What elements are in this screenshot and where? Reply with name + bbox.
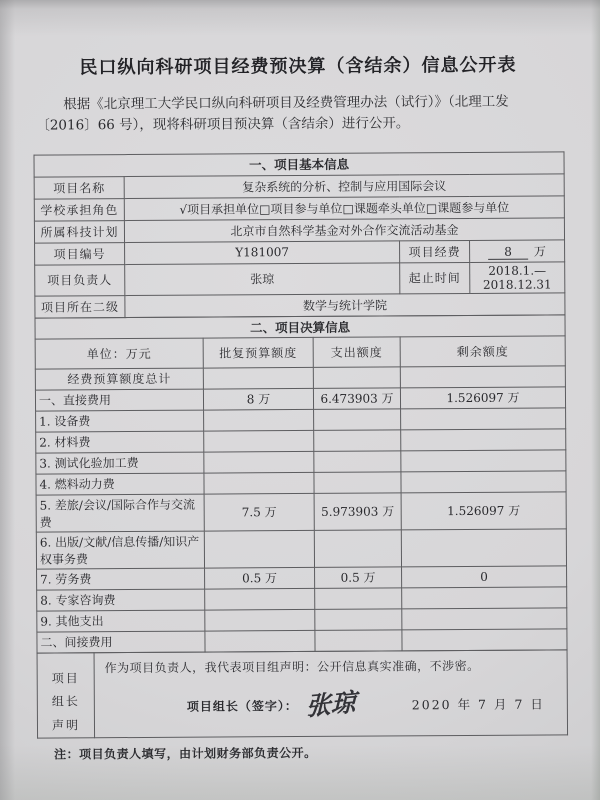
budget-approved xyxy=(204,430,314,452)
budget-approved: 0.5 万 xyxy=(205,567,315,589)
budget-remaining xyxy=(402,629,567,651)
budget-row-label: 2. 材料费 xyxy=(36,431,204,453)
budget-spent xyxy=(313,367,400,389)
program-label: 所属科技计划 xyxy=(34,220,124,243)
declaration-side-label xyxy=(37,653,95,739)
fund-amount: 8 xyxy=(488,244,528,259)
budget-approved xyxy=(204,451,314,473)
table-row xyxy=(35,240,565,265)
project-fund-label: 项目经费 xyxy=(400,240,470,262)
project-fund-value xyxy=(470,240,565,263)
project-name-value: 复杂系统的分析、控制与应用国际会议 xyxy=(124,174,564,199)
budget-row-label: 二、间接费用 xyxy=(37,631,205,653)
page-title: 民口纵向科研项目经费预决算（含结余）信息公开表 xyxy=(79,54,517,79)
program-value: 北京市自然科学基金对外合作交流活动基金 xyxy=(124,218,564,243)
budget-spent: 5.973903 万 xyxy=(314,493,401,531)
budget-remaining xyxy=(401,529,566,567)
table-row xyxy=(34,218,564,243)
budget-spent xyxy=(315,609,402,631)
budget-remaining xyxy=(402,608,567,630)
budget-header-row xyxy=(35,336,565,369)
budget-row-label: 7. 劳务费 xyxy=(37,568,205,590)
budget-remaining xyxy=(401,450,566,472)
budget-remaining: 1.526097 万 xyxy=(401,492,566,530)
declaration-table xyxy=(37,649,569,738)
department-label: 项目所在二级 xyxy=(35,295,125,318)
budget-row-label: 6. 出版/文献/信息传播/知识产权事务费 xyxy=(36,531,204,569)
budget-spent xyxy=(314,430,401,452)
table-row xyxy=(34,196,564,221)
budget-row-label: 5. 差旅/会议/国际合作与交流费 xyxy=(36,494,204,532)
budget-row-label: 3. 测试化验加工费 xyxy=(36,452,204,474)
project-name-label: 项目名称 xyxy=(34,176,124,199)
department-value: 数学与统计学院 xyxy=(125,293,565,318)
budget-spent xyxy=(314,530,401,568)
unit-header: 单位：万元 xyxy=(35,338,203,369)
budget-approved xyxy=(204,530,314,568)
budget-section-title: 二、项目决算信息 xyxy=(35,315,565,339)
budget-remaining: 1.526097 万 xyxy=(400,387,565,409)
table-row xyxy=(37,650,568,738)
declaration-content xyxy=(94,650,568,738)
budget-approved: 8 万 xyxy=(203,388,313,410)
table-row xyxy=(36,529,566,569)
budget-approved: 7.5 万 xyxy=(204,493,314,531)
project-no-value: Y181007 xyxy=(125,241,400,265)
budget-approved xyxy=(204,472,314,494)
budget-approved xyxy=(205,588,315,610)
basic-info-section-title: 一、项目基本信息 xyxy=(34,152,564,177)
budget-remaining xyxy=(402,587,567,609)
declaration-statement: 作为项目负责人，我代表项目组声明：公开信息真实准确，不涉密。 xyxy=(104,658,480,676)
approved-header: 批复预算额度 xyxy=(203,337,313,368)
sign-label: 项目组长（签字）： xyxy=(186,698,298,714)
budget-approved xyxy=(203,367,313,389)
budget-approved xyxy=(205,630,315,652)
signature-line xyxy=(105,687,559,722)
fund-unit: 万 xyxy=(533,244,546,259)
budget-remaining xyxy=(401,429,566,451)
budget-remaining xyxy=(400,366,565,388)
budget-spent xyxy=(314,409,401,431)
table-row xyxy=(34,174,564,199)
table-row xyxy=(36,492,566,532)
budget-spent xyxy=(314,472,401,494)
budget-row-label: 8. 专家咨询费 xyxy=(37,589,205,611)
budget-row-label: 1. 设备费 xyxy=(36,410,204,432)
basic-info-section-header xyxy=(34,152,564,177)
intro-line-2: 〔2016〕66 号），现将科研项目预决算（含结余）进行公开。 xyxy=(36,115,410,134)
budget-row-label: 一、直接费用 xyxy=(35,389,203,411)
declaration-side-label-text: 项目组长声明 xyxy=(51,671,81,733)
duration-value: 2018.1.—2018.12.31 xyxy=(470,262,565,294)
budget-row-label: 4. 燃料动力费 xyxy=(36,473,204,495)
budget-remaining xyxy=(401,408,566,430)
handwritten-signature: 张琼 xyxy=(305,687,356,722)
budget-spent: 6.473903 万 xyxy=(313,388,400,410)
intro-paragraph xyxy=(36,91,562,136)
budget-spent xyxy=(315,630,402,652)
school-role-label: 学校承担角色 xyxy=(34,198,124,221)
remaining-header: 剩余额度 xyxy=(400,336,565,367)
table-row xyxy=(35,262,565,296)
budget-remaining xyxy=(401,471,566,493)
budget-spent: 0.5 万 xyxy=(315,567,402,589)
footnote: 注：项目负责人填写，由计划财务部负责公开。 xyxy=(54,745,317,762)
budget-row-label: 9. 其他支出 xyxy=(37,610,205,632)
leader-value: 张琼 xyxy=(125,263,400,296)
budget-spent xyxy=(314,451,401,473)
project-no-label: 项目编号 xyxy=(35,242,125,265)
school-role-value: √项目承担单位□项目参与单位□课题牵头单位□课题参与单位 xyxy=(124,196,564,221)
duration-label: 起止时间 xyxy=(400,262,470,293)
budget-row-label: 经费预算额度总计 xyxy=(35,368,203,390)
intro-line-1: 根据《北京理工大学民口纵向科研项目及经费管理办法（试行）》（北理工发 xyxy=(63,93,509,113)
budget-spent xyxy=(315,588,402,610)
budget-approved xyxy=(204,409,314,431)
budget-remaining: 0 xyxy=(402,566,567,588)
budget-approved xyxy=(205,609,315,631)
budget-table xyxy=(34,314,567,653)
basic-info-table xyxy=(33,151,565,318)
leader-label: 项目负责人 xyxy=(35,264,125,296)
sign-date: 2020 年 7 月 7 日 xyxy=(411,696,545,713)
spent-header: 支出额度 xyxy=(313,337,400,368)
